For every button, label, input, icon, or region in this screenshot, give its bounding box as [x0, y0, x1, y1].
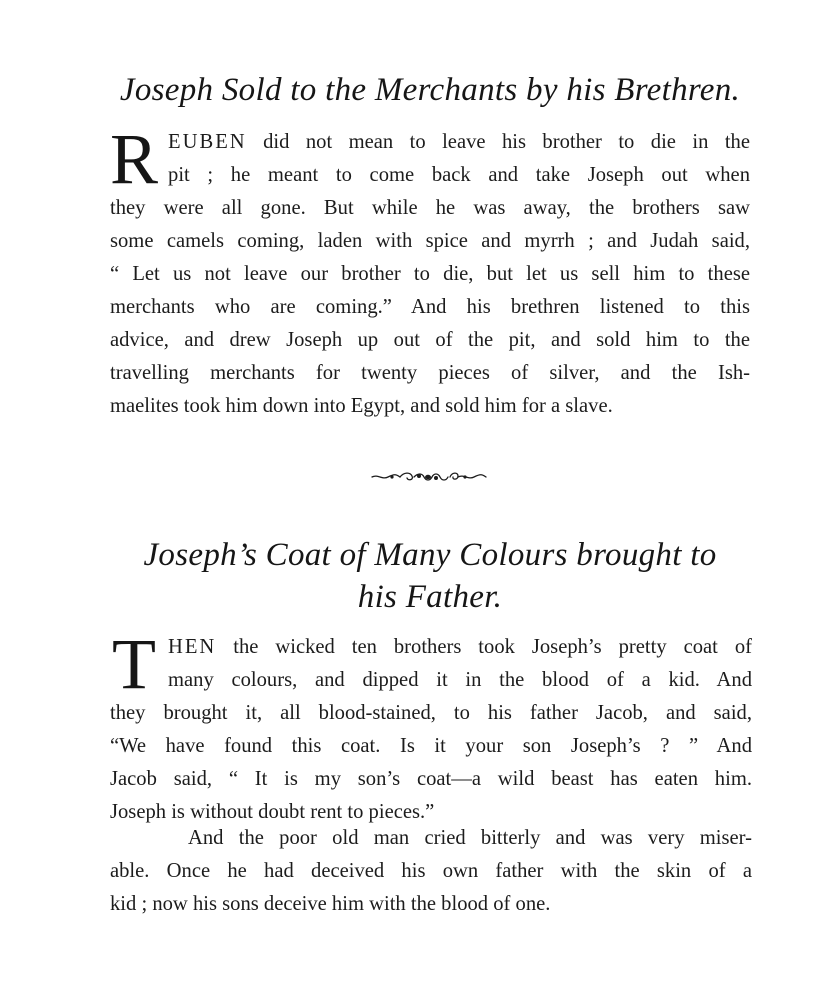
- paragraph-line: some camels coming, laden with spice and myrrh ; and Judah said,: [110, 230, 750, 252]
- title-line: his Father.: [357, 579, 503, 615]
- paragraph-line: advice, and drew Joseph up out of the pit, and sold him to the: [110, 329, 750, 351]
- paragraph-line: able. Once he had deceived his own father with the skin of a: [110, 860, 752, 882]
- paragraph-line: kid ; now his sons deceive him with the blood of one.: [110, 893, 551, 915]
- scroll-ornament-icon: [370, 470, 488, 484]
- section-2-paragraph-2: [110, 822, 752, 921]
- paragraph-line: “ Let us not leave our brother to die, but let us sell him to these: [110, 263, 750, 285]
- section-1-title: Joseph Sold to the Merchants by his Brethren.: [119, 72, 741, 108]
- section-2-title: [130, 534, 730, 618]
- paragraph-line: And the poor old man cried bitterly and was very miser-: [188, 827, 752, 849]
- paragraph-line: [110, 126, 750, 159]
- paragraph-line: maelites took him down into Egypt, and sold him for a slave.: [110, 395, 613, 417]
- drop-cap-r: R: [110, 119, 159, 199]
- title-line: Joseph’s Coat of Many Colours brought to: [143, 537, 717, 573]
- paragraph-line: Joseph is without doubt rent to pieces.”: [110, 801, 435, 823]
- paragraph-line: they brought it, all blood-stained, to his father Jacob, and said,: [110, 702, 752, 724]
- paragraph-line: pit ; he meant to come back and take Joseph out when: [168, 164, 750, 186]
- paragraph-line: many colours, and dipped it in the blood of a kid. And: [167, 669, 752, 691]
- section-2-paragraph-1: [110, 624, 752, 829]
- lead-word: HEN: [167, 636, 217, 658]
- line-text: the wicked ten brothers took Joseph’s pretty coat of: [216, 636, 752, 658]
- paragraph-line: merchants who are coming.” And his brethren listened to this: [110, 296, 750, 318]
- paragraph-line: [110, 631, 752, 664]
- lead-word: EUBEN: [168, 131, 247, 153]
- paragraph-line: Jacob said, “ It is my son’s coat—a wild beast has eaten him.: [110, 768, 752, 790]
- paragraph-line: “We have found this coat. Is it your son Joseph’s ? ” And: [110, 735, 752, 757]
- section-1-paragraph: [110, 119, 750, 423]
- paragraph-line: travelling merchants for twenty pieces of silver, and the Ish-: [110, 362, 750, 384]
- drop-cap-t: T: [112, 624, 156, 704]
- line-text: did not mean to leave his brother to die in the: [246, 131, 750, 153]
- paragraph-line: they were all gone. But while he was away, the brothers saw: [110, 197, 750, 219]
